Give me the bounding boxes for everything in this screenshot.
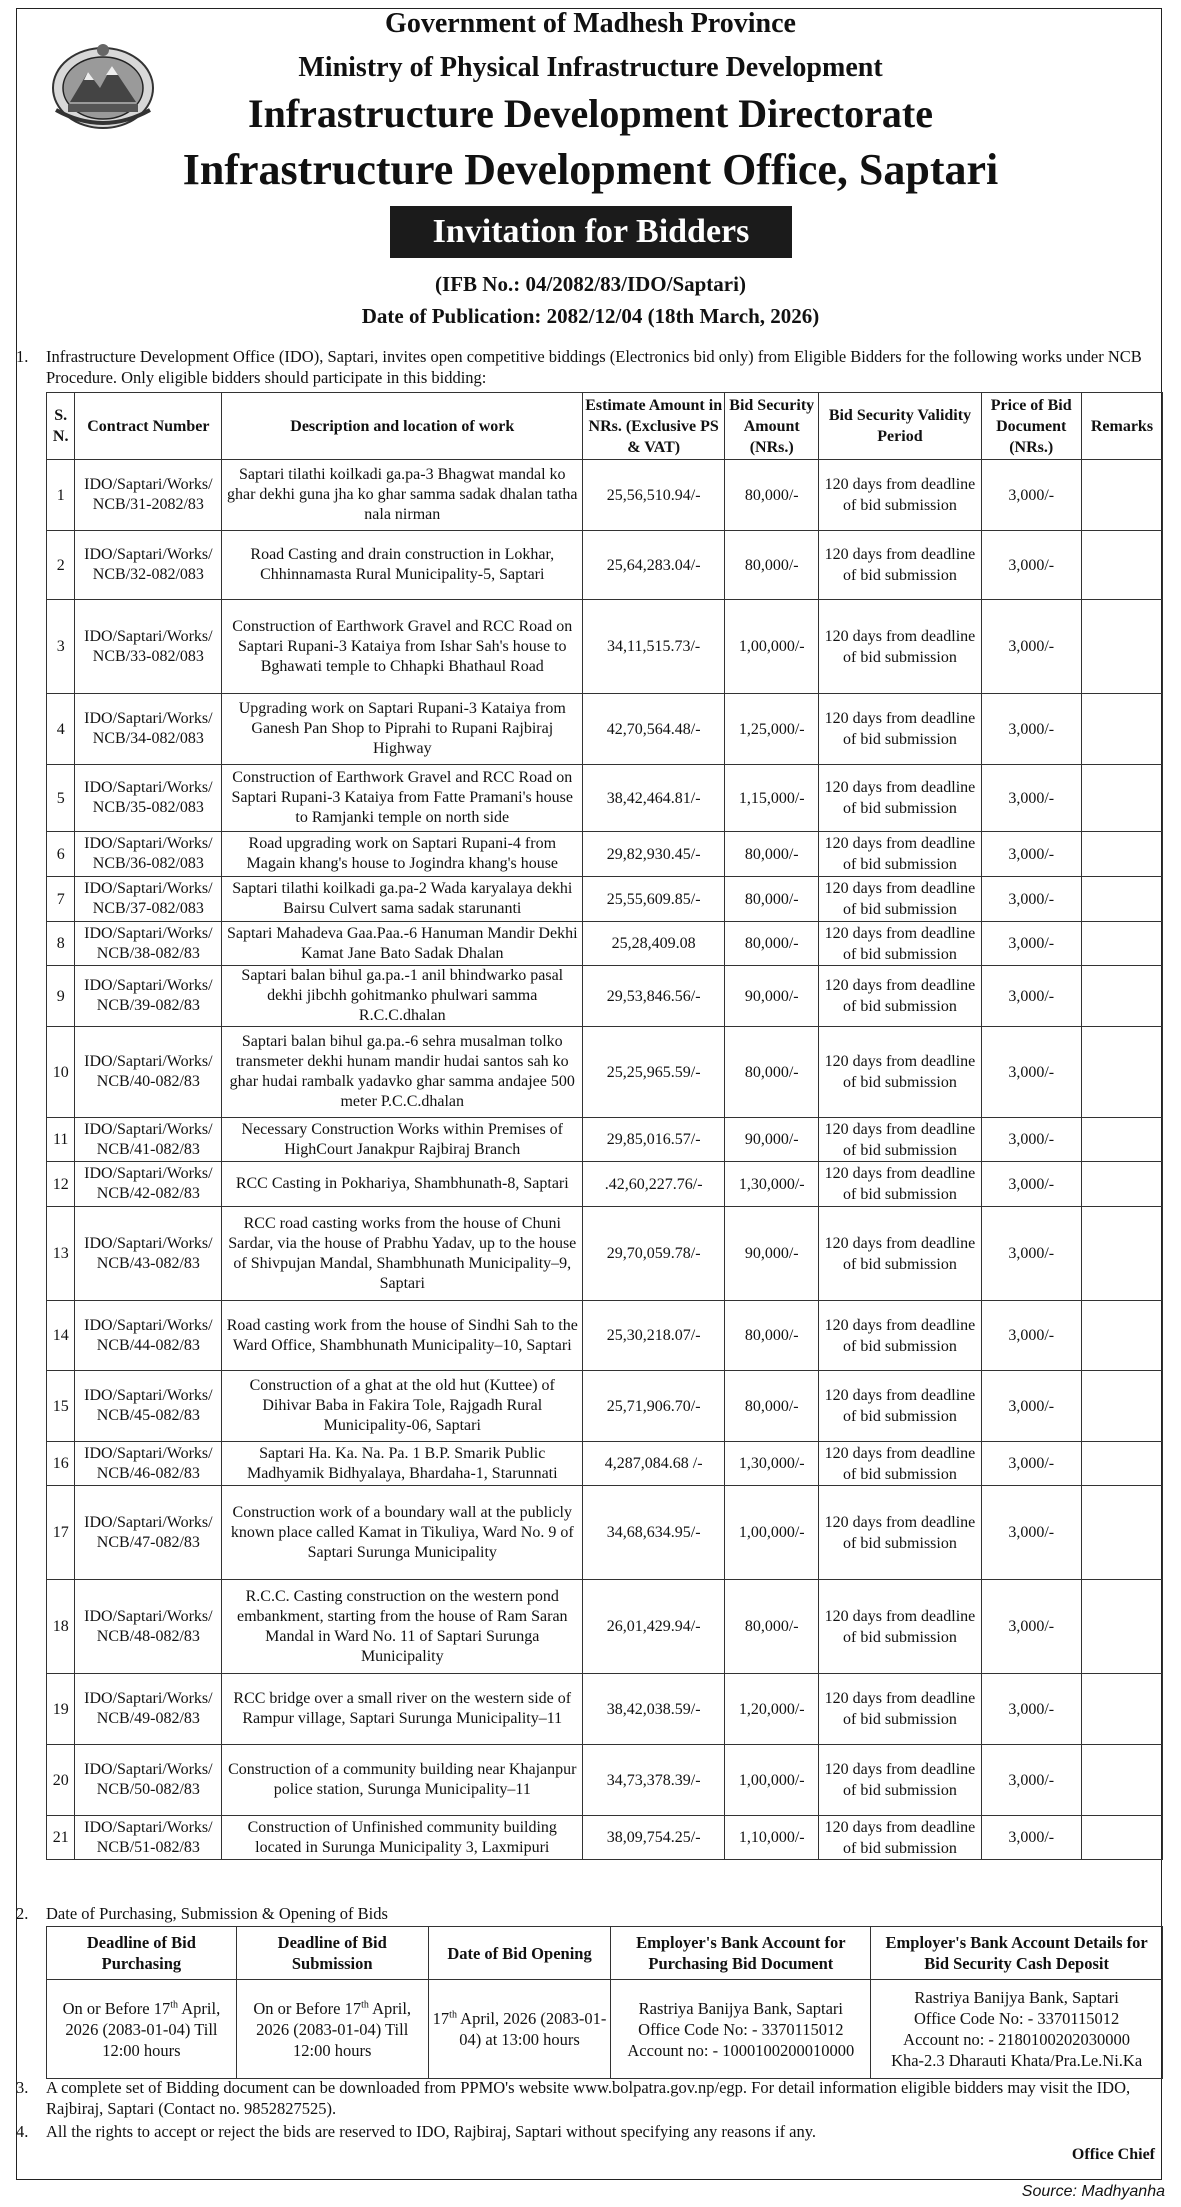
table-row <box>47 694 1163 765</box>
work-description: Construction of Earthwork Gravel and RCC Road on Saptari Rupani-3 Kataiya from Ishar Sah's house to Bghawati temple to Chhapki Bhathaul Road <box>222 600 583 694</box>
contract-number: IDO/Saptari/Works/ NCB/36-082/083 <box>75 832 222 877</box>
validity-period: 120 days from deadline of bid submission <box>819 1118 981 1162</box>
table-header-row <box>47 1927 1163 1980</box>
validity-period: 120 days from deadline of bid submission <box>819 1162 981 1207</box>
work-description: RCC bridge over a small river on the western side of Rampur village, Saptari Surunga Municipality–11 <box>222 1674 583 1745</box>
contract-number: IDO/Saptari/Works/ NCB/32-082/083 <box>75 531 222 600</box>
work-description: Road casting work from the house of Sindhi Sah to the Ward Office, Shambhunath Municipality–10, Saptari <box>222 1301 583 1371</box>
contract-number: IDO/Saptari/Works/ NCB/39-082/83 <box>75 966 222 1027</box>
document-price: 3,000/- <box>981 1162 1081 1207</box>
validity-period: 120 days from deadline of bid submission <box>819 531 981 600</box>
remarks <box>1081 1027 1162 1118</box>
office-title: Infrastructure Development Office, Saptari <box>182 145 999 194</box>
remarks <box>1081 1486 1162 1580</box>
table-row <box>47 1301 1163 1371</box>
source-credit: Source: Madhyanha <box>1021 2183 1165 2200</box>
document-price: 3,000/- <box>981 832 1081 877</box>
bid-security-amount: 1,30,000/- <box>725 1442 819 1486</box>
security-bank-account: Rastriya Banijya Bank, Saptari Office Code No: - 3370115012 Account no: - 2180100202030000 Kha-2.3 Dharauti Khata/Pra.Le.Ni.Ka <box>871 1980 1163 2079</box>
submission-deadline: On or Before 17th April, 2026 (2083-01-04) Till 12:00 hours <box>236 1980 428 2079</box>
ministry-title: Ministry of Physical Infrastructure Development <box>298 52 883 83</box>
table-row <box>47 1674 1163 1745</box>
validity-period: 120 days from deadline of bid submission <box>819 1674 981 1745</box>
remarks <box>1081 765 1162 832</box>
col-header: Description and location of work <box>222 393 583 460</box>
work-description: RCC road casting works from the house of Chuni Sardar, via the house of Prabhu Yadav, up to the house of Shivpujan Mandal, Shambhunath Municipality–9, Saptari <box>222 1207 583 1301</box>
col-header: S. N. <box>47 393 75 460</box>
remarks <box>1081 1301 1162 1371</box>
validity-period: 120 days from deadline of bid submission <box>819 765 981 832</box>
bid-security-amount: 1,15,000/- <box>725 765 819 832</box>
estimate-amount: 25,25,965.59/- <box>583 1027 725 1118</box>
col-header: Estimate Amount in NRs. (Exclusive PS & VAT) <box>583 393 725 460</box>
bid-security-amount: 1,20,000/- <box>725 1674 819 1745</box>
estimate-amount: 38,42,038.59/- <box>583 1674 725 1745</box>
remarks <box>1081 531 1162 600</box>
bid-security-amount: 80,000/- <box>725 1580 819 1674</box>
work-description: RCC Casting in Pokhariya, Shambhunath-8, Saptari <box>222 1162 583 1207</box>
bid-security-amount: 80,000/- <box>725 877 819 922</box>
remarks <box>1081 1745 1162 1816</box>
para-number: 1. <box>16 347 29 366</box>
work-description: Road upgrading work on Saptari Rupani-4 from Magain khang's house to Jogindra khang's house <box>222 832 583 877</box>
document-price: 3,000/- <box>981 1301 1081 1371</box>
table-row <box>47 1580 1163 1674</box>
col-header: Employer's Bank Account Details for Bid Security Cash Deposit <box>871 1927 1163 1980</box>
document-price: 3,000/- <box>981 1580 1081 1674</box>
serial-number: 4 <box>47 694 75 765</box>
col-header: Employer's Bank Account for Purchasing Bid Document <box>611 1927 871 1980</box>
validity-period: 120 days from deadline of bid submission <box>819 877 981 922</box>
work-description: Saptari tilathi koilkadi ga.pa-3 Bhagwat mandal ko ghar dekhi guna jha ko ghar samma sadak dhalan tatha nala nirman <box>222 460 583 531</box>
validity-period: 120 days from deadline of bid submission <box>819 1745 981 1816</box>
work-description: Construction work of a boundary wall at the publicly known place called Kamat in Tikuliya, Ward No. 9 of Saptari Surunga Municipality <box>222 1486 583 1580</box>
table-row <box>47 966 1163 1027</box>
serial-number: 20 <box>47 1745 75 1816</box>
table-row <box>47 1027 1163 1118</box>
table-row <box>47 600 1163 694</box>
contract-number: IDO/Saptari/Works/ NCB/31-2082/83 <box>75 460 222 531</box>
section-2-title: Date of Purchasing, Submission & Opening of Bids <box>46 1904 388 1923</box>
contract-number: IDO/Saptari/Works/ NCB/47-082/83 <box>75 1486 222 1580</box>
col-header: Price of Bid Document (NRs.) <box>981 393 1081 460</box>
estimate-amount: 4,287,084.68 /- <box>583 1442 725 1486</box>
col-header: Deadline of Bid Purchasing <box>47 1927 237 1980</box>
contract-number: IDO/Saptari/Works/ NCB/38-082/83 <box>75 922 222 966</box>
table-row <box>47 1207 1163 1301</box>
serial-number: 5 <box>47 765 75 832</box>
bid-security-amount: 80,000/- <box>725 460 819 531</box>
table-header-row <box>47 393 1163 460</box>
work-description: Saptari tilathi koilkadi ga.pa-2 Wada karyalaya dekhi Bairsu Culvert sama sadak starunanti <box>222 877 583 922</box>
estimate-amount: 29,82,930.45/- <box>583 832 725 877</box>
ifb-number: (IFB No.: 04/2082/83/IDO/Saptari) <box>435 272 746 296</box>
intro-text: Infrastructure Development Office (IDO), Saptari, invites open competitive biddings (Electronics bid only) from Eligible Bidders for the following works under NCB Procedure. Only eligible bidders should participate in this bidding: <box>46 347 1142 387</box>
validity-period: 120 days from deadline of bid submission <box>819 1580 981 1674</box>
estimate-amount: 25,64,283.04/- <box>583 531 725 600</box>
validity-period: 120 days from deadline of bid submission <box>819 1371 981 1442</box>
serial-number: 3 <box>47 600 75 694</box>
bid-security-amount: 90,000/- <box>725 966 819 1027</box>
estimate-amount: 34,68,634.95/- <box>583 1486 725 1580</box>
purchase-bank-account: Rastriya Banijya Bank, Saptari Office Code No: - 3370115012 Account no: - 1000100200010000 <box>611 1980 871 2079</box>
estimate-amount: 42,70,564.48/- <box>583 694 725 765</box>
works-table-body <box>47 460 1163 1860</box>
serial-number: 6 <box>47 832 75 877</box>
document-price: 3,000/- <box>981 1027 1081 1118</box>
table-row <box>47 765 1163 832</box>
contract-number: IDO/Saptari/Works/ NCB/50-082/83 <box>75 1745 222 1816</box>
estimate-amount: 25,30,218.07/- <box>583 1301 725 1371</box>
bid-security-amount: 80,000/- <box>725 832 819 877</box>
table-row <box>47 1371 1163 1442</box>
document-price: 3,000/- <box>981 1371 1081 1442</box>
bid-security-amount: 1,00,000/- <box>725 1486 819 1580</box>
table-row <box>47 1980 1163 2079</box>
bid-security-amount: 1,25,000/- <box>725 694 819 765</box>
bid-security-amount: 80,000/- <box>725 1371 819 1442</box>
table-row <box>47 1816 1163 1860</box>
document-price: 3,000/- <box>981 460 1081 531</box>
table-row <box>47 1486 1163 1580</box>
validity-period: 120 days from deadline of bid submission <box>819 922 981 966</box>
contract-number: IDO/Saptari/Works/ NCB/35-082/083 <box>75 765 222 832</box>
work-description: Upgrading work on Saptari Rupani-3 Kataiya from Ganesh Pan Shop to Piprahi to Rupani Rajbiraj Highway <box>222 694 583 765</box>
remarks <box>1081 1816 1162 1860</box>
serial-number: 10 <box>47 1027 75 1118</box>
para-number: 4. <box>16 2122 29 2141</box>
estimate-amount: 25,56,510.94/- <box>583 460 725 531</box>
serial-number: 1 <box>47 460 75 531</box>
bid-schedule-table <box>46 1926 1163 2079</box>
table-row <box>47 832 1163 877</box>
estimate-amount: 34,11,515.73/- <box>583 600 725 694</box>
work-description: Saptari Mahadeva Gaa.Paa.-6 Hanuman Mandir Dekhi Kamat Jane Bato Sadak Dhalan <box>222 922 583 966</box>
bid-security-amount: 90,000/- <box>725 1118 819 1162</box>
remarks <box>1081 694 1162 765</box>
serial-number: 16 <box>47 1442 75 1486</box>
bid-security-amount: 1,10,000/- <box>725 1816 819 1860</box>
contract-number: IDO/Saptari/Works/ NCB/37-082/083 <box>75 877 222 922</box>
contract-number: IDO/Saptari/Works/ NCB/44-082/83 <box>75 1301 222 1371</box>
serial-number: 18 <box>47 1580 75 1674</box>
estimate-amount: 38,42,464.81/- <box>583 765 725 832</box>
contract-number: IDO/Saptari/Works/ NCB/43-082/83 <box>75 1207 222 1301</box>
bid-security-amount: 1,00,000/- <box>725 600 819 694</box>
contract-number: IDO/Saptari/Works/ NCB/49-082/83 <box>75 1674 222 1745</box>
document-price: 3,000/- <box>981 1118 1081 1162</box>
document-price: 3,000/- <box>981 1674 1081 1745</box>
col-header: Deadline of Bid Submission <box>236 1927 428 1980</box>
contract-number: IDO/Saptari/Works/ NCB/33-082/083 <box>75 600 222 694</box>
serial-number: 2 <box>47 531 75 600</box>
remarks <box>1081 832 1162 877</box>
contract-number: IDO/Saptari/Works/ NCB/48-082/83 <box>75 1580 222 1674</box>
table-row <box>47 1118 1163 1162</box>
government-title: Government of Madhesh Province <box>385 8 796 39</box>
estimate-amount: 29,70,059.78/- <box>583 1207 725 1301</box>
estimate-amount: 34,73,378.39/- <box>583 1745 725 1816</box>
signature: Office Chief <box>1071 2146 1155 2163</box>
works-table <box>46 392 1163 1860</box>
estimate-amount: 29,53,846.56/- <box>583 966 725 1027</box>
remarks <box>1081 877 1162 922</box>
bid-security-amount: 80,000/- <box>725 1027 819 1118</box>
validity-period: 120 days from deadline of bid submission <box>819 1207 981 1301</box>
serial-number: 14 <box>47 1301 75 1371</box>
document-price: 3,000/- <box>981 1486 1081 1580</box>
serial-number: 8 <box>47 922 75 966</box>
table-row <box>47 460 1163 531</box>
document-price: 3,000/- <box>981 1816 1081 1860</box>
table-row <box>47 531 1163 600</box>
col-header: Bid Security Validity Period <box>819 393 981 460</box>
validity-period: 120 days from deadline of bid submission <box>819 1027 981 1118</box>
bid-security-amount: 80,000/- <box>725 531 819 600</box>
validity-period: 120 days from deadline of bid submission <box>819 1301 981 1371</box>
remarks <box>1081 1442 1162 1486</box>
estimate-amount: 26,01,429.94/- <box>583 1580 725 1674</box>
estimate-amount: 25,71,906.70/- <box>583 1371 725 1442</box>
work-description: R.C.C. Casting construction on the western pond embankment, starting from the house of Ram Saran Mandal in Ward No. 11 of Saptari Surunga Municipality <box>222 1580 583 1674</box>
note-text: All the rights to accept or reject the bids are reserved to IDO, Rajbiraj, Saptari without specifying any reasons if any. <box>46 2122 817 2141</box>
validity-period: 120 days from deadline of bid submission <box>819 600 981 694</box>
contract-number: IDO/Saptari/Works/ NCB/45-082/83 <box>75 1371 222 1442</box>
bid-security-amount: 1,00,000/- <box>725 1745 819 1816</box>
validity-period: 120 days from deadline of bid submission <box>819 694 981 765</box>
remarks <box>1081 922 1162 966</box>
serial-number: 11 <box>47 1118 75 1162</box>
remarks <box>1081 460 1162 531</box>
contract-number: IDO/Saptari/Works/ NCB/40-082/83 <box>75 1027 222 1118</box>
col-header: Contract Number <box>75 393 222 460</box>
table-row <box>47 922 1163 966</box>
document-price: 3,000/- <box>981 1745 1081 1816</box>
bid-security-amount: 80,000/- <box>725 922 819 966</box>
contract-number: IDO/Saptari/Works/ NCB/46-082/83 <box>75 1442 222 1486</box>
para-number: 3. <box>16 2078 29 2097</box>
serial-number: 7 <box>47 877 75 922</box>
serial-number: 19 <box>47 1674 75 1745</box>
col-header: Date of Bid Opening <box>428 1927 611 1980</box>
remarks <box>1081 1580 1162 1674</box>
bid-security-amount: 90,000/- <box>725 1207 819 1301</box>
contract-number: IDO/Saptari/Works/ NCB/34-082/083 <box>75 694 222 765</box>
work-description: Construction of a ghat at the old hut (Kuttee) of Dihivar Baba in Fakira Tole, Rajgadh Rural Municipality-06, Saptari <box>222 1371 583 1442</box>
work-description: Road Casting and drain construction in Lokhar, Chhinnamasta Rural Municipality-5, Saptari <box>222 531 583 600</box>
note-text: A complete set of Bidding document can be downloaded from PPMO's website www.bolpatra.gov.np/egp. For detail information eligible bidders may visit the IDO, Rajbiraj, Saptari (Contact no. 9852827525). <box>46 2078 1131 2118</box>
serial-number: 21 <box>47 1816 75 1860</box>
serial-number: 17 <box>47 1486 75 1580</box>
validity-period: 120 days from deadline of bid submission <box>819 460 981 531</box>
table-row <box>47 1442 1163 1486</box>
document-price: 3,000/- <box>981 877 1081 922</box>
opening-date: 17th April, 2026 (2083-01-04) at 13:00 hours <box>428 1980 611 2079</box>
document-price: 3,000/- <box>981 922 1081 966</box>
col-header: Remarks <box>1081 393 1162 460</box>
invitation-banner: Invitation for Bidders <box>390 206 792 258</box>
col-header: Bid Security Amount (NRs.) <box>725 393 819 460</box>
bid-security-amount: 1,30,000/- <box>725 1162 819 1207</box>
work-description: Saptari balan bihul ga.pa.-6 sehra musalman tolko transmeter dekhi hunam mandir hudai santos sah ko ghar hudai rambalk yadavko ghar samma andajee 500 meter P.C.C.dhalan <box>222 1027 583 1118</box>
bid-security-amount: 80,000/- <box>725 1301 819 1371</box>
remarks <box>1081 1674 1162 1745</box>
remarks <box>1081 1371 1162 1442</box>
document-price: 3,000/- <box>981 1442 1081 1486</box>
remarks <box>1081 1162 1162 1207</box>
validity-period: 120 days from deadline of bid submission <box>819 966 981 1027</box>
validity-period: 120 days from deadline of bid submission <box>819 1816 981 1860</box>
validity-period: 120 days from deadline of bid submission <box>819 1442 981 1486</box>
work-description: Construction of a community building near Khajanpur police station, Surunga Municipality–11 <box>222 1745 583 1816</box>
document-price: 3,000/- <box>981 765 1081 832</box>
publication-date: Date of Publication: 2082/12/04 (18th March, 2026) <box>361 304 820 328</box>
work-description: Saptari balan bihul ga.pa.-1 anil bhindwarko pasal dekhi jibchh gohitmanko phulwari samma R.C.C.dhalan <box>222 966 583 1027</box>
document-price: 3,000/- <box>981 531 1081 600</box>
work-description: Necessary Construction Works within Premises of HighCourt Janakpur Rajbiraj Branch <box>222 1118 583 1162</box>
contract-number: IDO/Saptari/Works/ NCB/41-082/83 <box>75 1118 222 1162</box>
serial-number: 9 <box>47 966 75 1027</box>
remarks <box>1081 600 1162 694</box>
document-price: 3,000/- <box>981 600 1081 694</box>
estimate-amount: 38,09,754.25/- <box>583 1816 725 1860</box>
serial-number: 13 <box>47 1207 75 1301</box>
serial-number: 12 <box>47 1162 75 1207</box>
table-row <box>47 1162 1163 1207</box>
validity-period: 120 days from deadline of bid submission <box>819 1486 981 1580</box>
para-number: 2. <box>16 1904 29 1923</box>
document-price: 3,000/- <box>981 1207 1081 1301</box>
validity-period: 120 days from deadline of bid submission <box>819 832 981 877</box>
directorate-title: Infrastructure Development Directorate <box>248 91 933 136</box>
remarks <box>1081 966 1162 1027</box>
document-price: 3,000/- <box>981 694 1081 765</box>
remarks <box>1081 1207 1162 1301</box>
table-row <box>47 1745 1163 1816</box>
table-row <box>47 877 1163 922</box>
contract-number: IDO/Saptari/Works/ NCB/42-082/83 <box>75 1162 222 1207</box>
remarks <box>1081 1118 1162 1162</box>
estimate-amount: 25,55,609.85/- <box>583 877 725 922</box>
estimate-amount: .42,60,227.76/- <box>583 1162 725 1207</box>
work-description: Saptari Ha. Ka. Na. Pa. 1 B.P. Smarik Public Madhyamik Bidhyalaya, Bhardaha-1, Starunnati <box>222 1442 583 1486</box>
estimate-amount: 25,28,409.08 <box>583 922 725 966</box>
document-price: 3,000/- <box>981 966 1081 1027</box>
serial-number: 15 <box>47 1371 75 1442</box>
contract-number: IDO/Saptari/Works/ NCB/51-082/83 <box>75 1816 222 1860</box>
estimate-amount: 29,85,016.57/- <box>583 1118 725 1162</box>
purchase-deadline: On or Before 17th April, 2026 (2083-01-04) Till 12:00 hours <box>47 1980 237 2079</box>
work-description: Construction of Unfinished community building located in Surunga Municipality 3, Laxmipuri <box>222 1816 583 1860</box>
work-description: Construction of Earthwork Gravel and RCC Road on Saptari Rupani-3 Kataiya from Fatte Pramani's house to Ramjanki temple on north side <box>222 765 583 832</box>
